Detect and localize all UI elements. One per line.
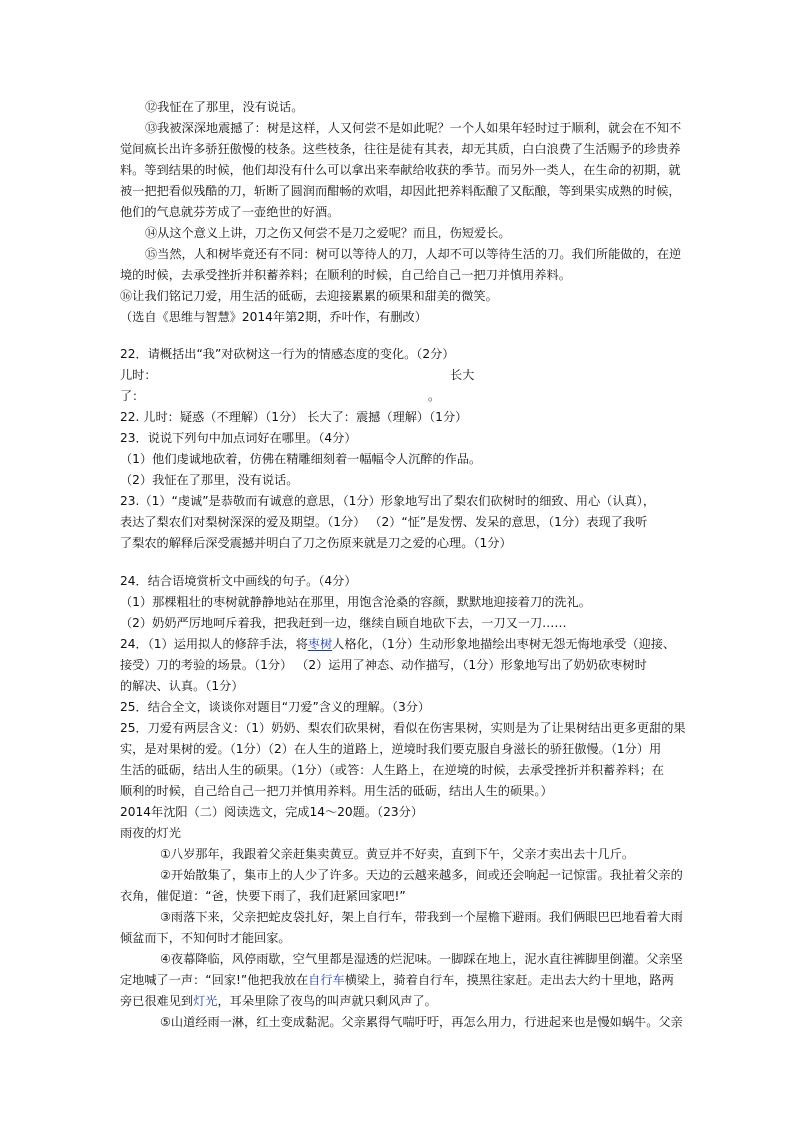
text-run: 定地喊了一声：“回家!”他把我放在 — [120, 973, 309, 987]
answer-23-line: 了梨农的解释后深受震撼并明白了刀之伤原来就是刀之爱的心理。（1分） — [120, 536, 512, 550]
section-heading: 2014年沈阳（二）阅读选文，完成14～20题。（23分） — [120, 805, 424, 819]
question-22: 22．请概括出“我”对砍树这一行为的情感态度的变化。（2分） — [120, 347, 455, 361]
jujube-tree-link[interactable]: 枣树 — [307, 637, 333, 651]
para-13: ⑬我被深深地震撼了：树是这样，人又何尝不是如此呢？一个人如果年轻时过于顺利，就会在不知不 — [145, 121, 682, 135]
para-13-line: 料。等到结果的时候，他们却没有什么可以拿出来奉献给收获的季节。而另外一类人，在生命的初期，就 — [120, 163, 681, 177]
para-12: ⑫我怔在了那里，没有说话。 — [145, 100, 304, 114]
para-13-line: 被一把把看似残酷的刀，斩断了圆润而酣畅的欢唱，却因此把养料酝酿了又酝酿，等到果实成熟的时候， — [120, 184, 681, 198]
answer-blank-period: 。 — [428, 389, 441, 403]
question-24: 24．结合语境赏析文中画线的句子。（4分） — [120, 574, 357, 588]
answer-24-line: 的解决、认真。（1分） — [120, 679, 244, 693]
question-25: 25．结合全文，谈谈你对题目“刀爱”含义的理解。（3分） — [120, 700, 431, 714]
answer-25-line: 生活的砥砺，结出人生的硕果。（1分）（或答：人生路上，在逆境的时候，去承受挫折并积蓄养料；在 — [120, 763, 664, 777]
question-23-item: （1）他们虔诚地砍着，仿佛在精雕细刻着一幅幅令人沉醉的作品。 — [120, 452, 482, 466]
bicycle-link[interactable]: 自行车 — [308, 973, 345, 987]
answer-25-line: 顺利的时候，自己给自己一把刀并慎用养料。用生活的砥砺，结出人生的硕果。） — [120, 784, 553, 798]
answer-blank-label: 长大 — [450, 368, 475, 382]
para-13-line: 他们的气息就芬芳成了一壶绝世的好酒。 — [120, 205, 340, 219]
story-title: 雨夜的灯光 — [120, 826, 181, 840]
text-run: 24．（1）运用拟人的修辞手法，将 — [120, 637, 308, 651]
lamplight-link[interactable]: 灯光 — [193, 994, 218, 1008]
question-23-item: （2）我怔在了那里，没有说话。 — [120, 473, 299, 487]
answer-25-line: 实，是对果树的爱。（1分）（2）在人生的道路上，逆境时我们要克服自身滋长的骄狂傲慢。（1分）用 — [120, 742, 662, 756]
story-para-2: ②开始散集了，集市上的人少了许多。天边的云越来越多，间或还会响起一记惊雷。我扯着父亲的 — [160, 868, 683, 882]
answer-23: 23.（1）“虔诚”是恭敬而有诚意的意思，（1分）形象地写出了梨农们砍树时的细致、用心（认真）， — [120, 494, 656, 508]
story-para-3: ③雨落下来，父亲把蛇皮袋扎好，架上自行车，带我到一个屋檐下避雨。我们俩眼巴巴地看着大雨 — [160, 910, 683, 924]
para-16: ⑯让我们铭记刀爱，用生活的砥砺，去迎接累累的硕果和甜美的微笑。 — [120, 289, 498, 303]
text-run: 人格化，（1分）生动形象地描绘出枣树无怨无悔地承受（迎接、 — [332, 637, 676, 651]
story-para-2-line: 衣角，催促道：“爸，快要下雨了，我们赶紧回家吧!” — [120, 889, 406, 903]
story-para-1: ①八岁那年，我跟着父亲赶集卖黄豆。黄豆并不好卖，直到下午，父亲才卖出去十几斤。 — [160, 847, 635, 861]
text-run: 横梁上，骑着自行车，摸黑往家赶。走出去大约十里地，路两 — [344, 973, 674, 987]
text-run: 旁已很难见到 — [120, 994, 194, 1008]
answer-25: 25．刀爱有两层含义：（1）奶奶、梨农们砍果树，看似在伤害果树，实则是为了让果树结出更多更甜的果 — [120, 721, 686, 735]
text-run: ，耳朵里除了夜鸟的叫声就只剩风声了。 — [217, 994, 437, 1008]
answer-blank-label: 了： — [120, 389, 145, 403]
story-para-3-line: 倾盆而下，不知何时才能回家。 — [120, 931, 291, 945]
para-14: ⑭从这个意义上讲，刀之伤又何尝不是刀之爱呢？而且，伤短爱长。 — [145, 226, 511, 240]
story-para-4-line — [120, 994, 437, 1008]
para-13-line: 觉间疯长出许多骄狂傲慢的枝条。这些枝条，往往是徒有其表，却无其质，白白浪费了生活赐予的珍贵养 — [120, 142, 681, 156]
story-para-5: ⑤山道经雨一淋，红土变成黏泥。父亲累得气喘吁吁，再怎么用力，行进起来也是慢如蜗牛。父亲 — [160, 1015, 683, 1029]
answer-blank-label: 儿时： — [120, 368, 157, 382]
source-note: （选自《思维与智慧》2014年第2期，乔叶作，有删改） — [120, 310, 427, 324]
answer-23-line: 表达了梨农们对梨树深深的爱及期望。（1分） （2）“怔”是发愣、发呆的意思，（1分）表现了我听 — [120, 515, 648, 529]
story-para-4: ④夜幕降临，风停雨歇，空气里都是湿透的烂泥味。一脚踩在地上，泥水直往裤脚里倒灌。父亲坚 — [160, 952, 683, 966]
answer-22: 22. 儿时：疑惑（不理解）（1分） 长大了：震撼（理解）（1分） — [120, 410, 468, 424]
answer-24-line: 接受）刀的考验的场景。（1分） （2）运用了神态、动作描写，（1分）形象地写出了奶奶砍枣树时 — [120, 658, 647, 672]
question-24-item: （2）奶奶严厉地呵斥着我，把我赶到一边，继续自顾自地砍下去，一刀又一刀…… — [120, 616, 567, 630]
question-23: 23．说说下列句中加点词好在哪里。（4分） — [120, 431, 357, 445]
question-24-item: （1）那棵粗壮的枣树就静静地站在那里，用饱含沧桑的容颜，默默地迎接着刀的洗礼。 — [120, 595, 591, 609]
answer-24 — [120, 637, 675, 651]
story-para-4-line — [120, 973, 674, 987]
para-15: ⑮当然，人和树毕竟还有不同：树可以等待人的刀，人却不可以等待生活的刀。我们所能做的，在逆 — [145, 247, 682, 261]
para-15-line: 境的时候，去承受挫折并积蓄养料；在顺利的时候，自己给自己一把刀并慎用养料。 — [120, 268, 571, 282]
